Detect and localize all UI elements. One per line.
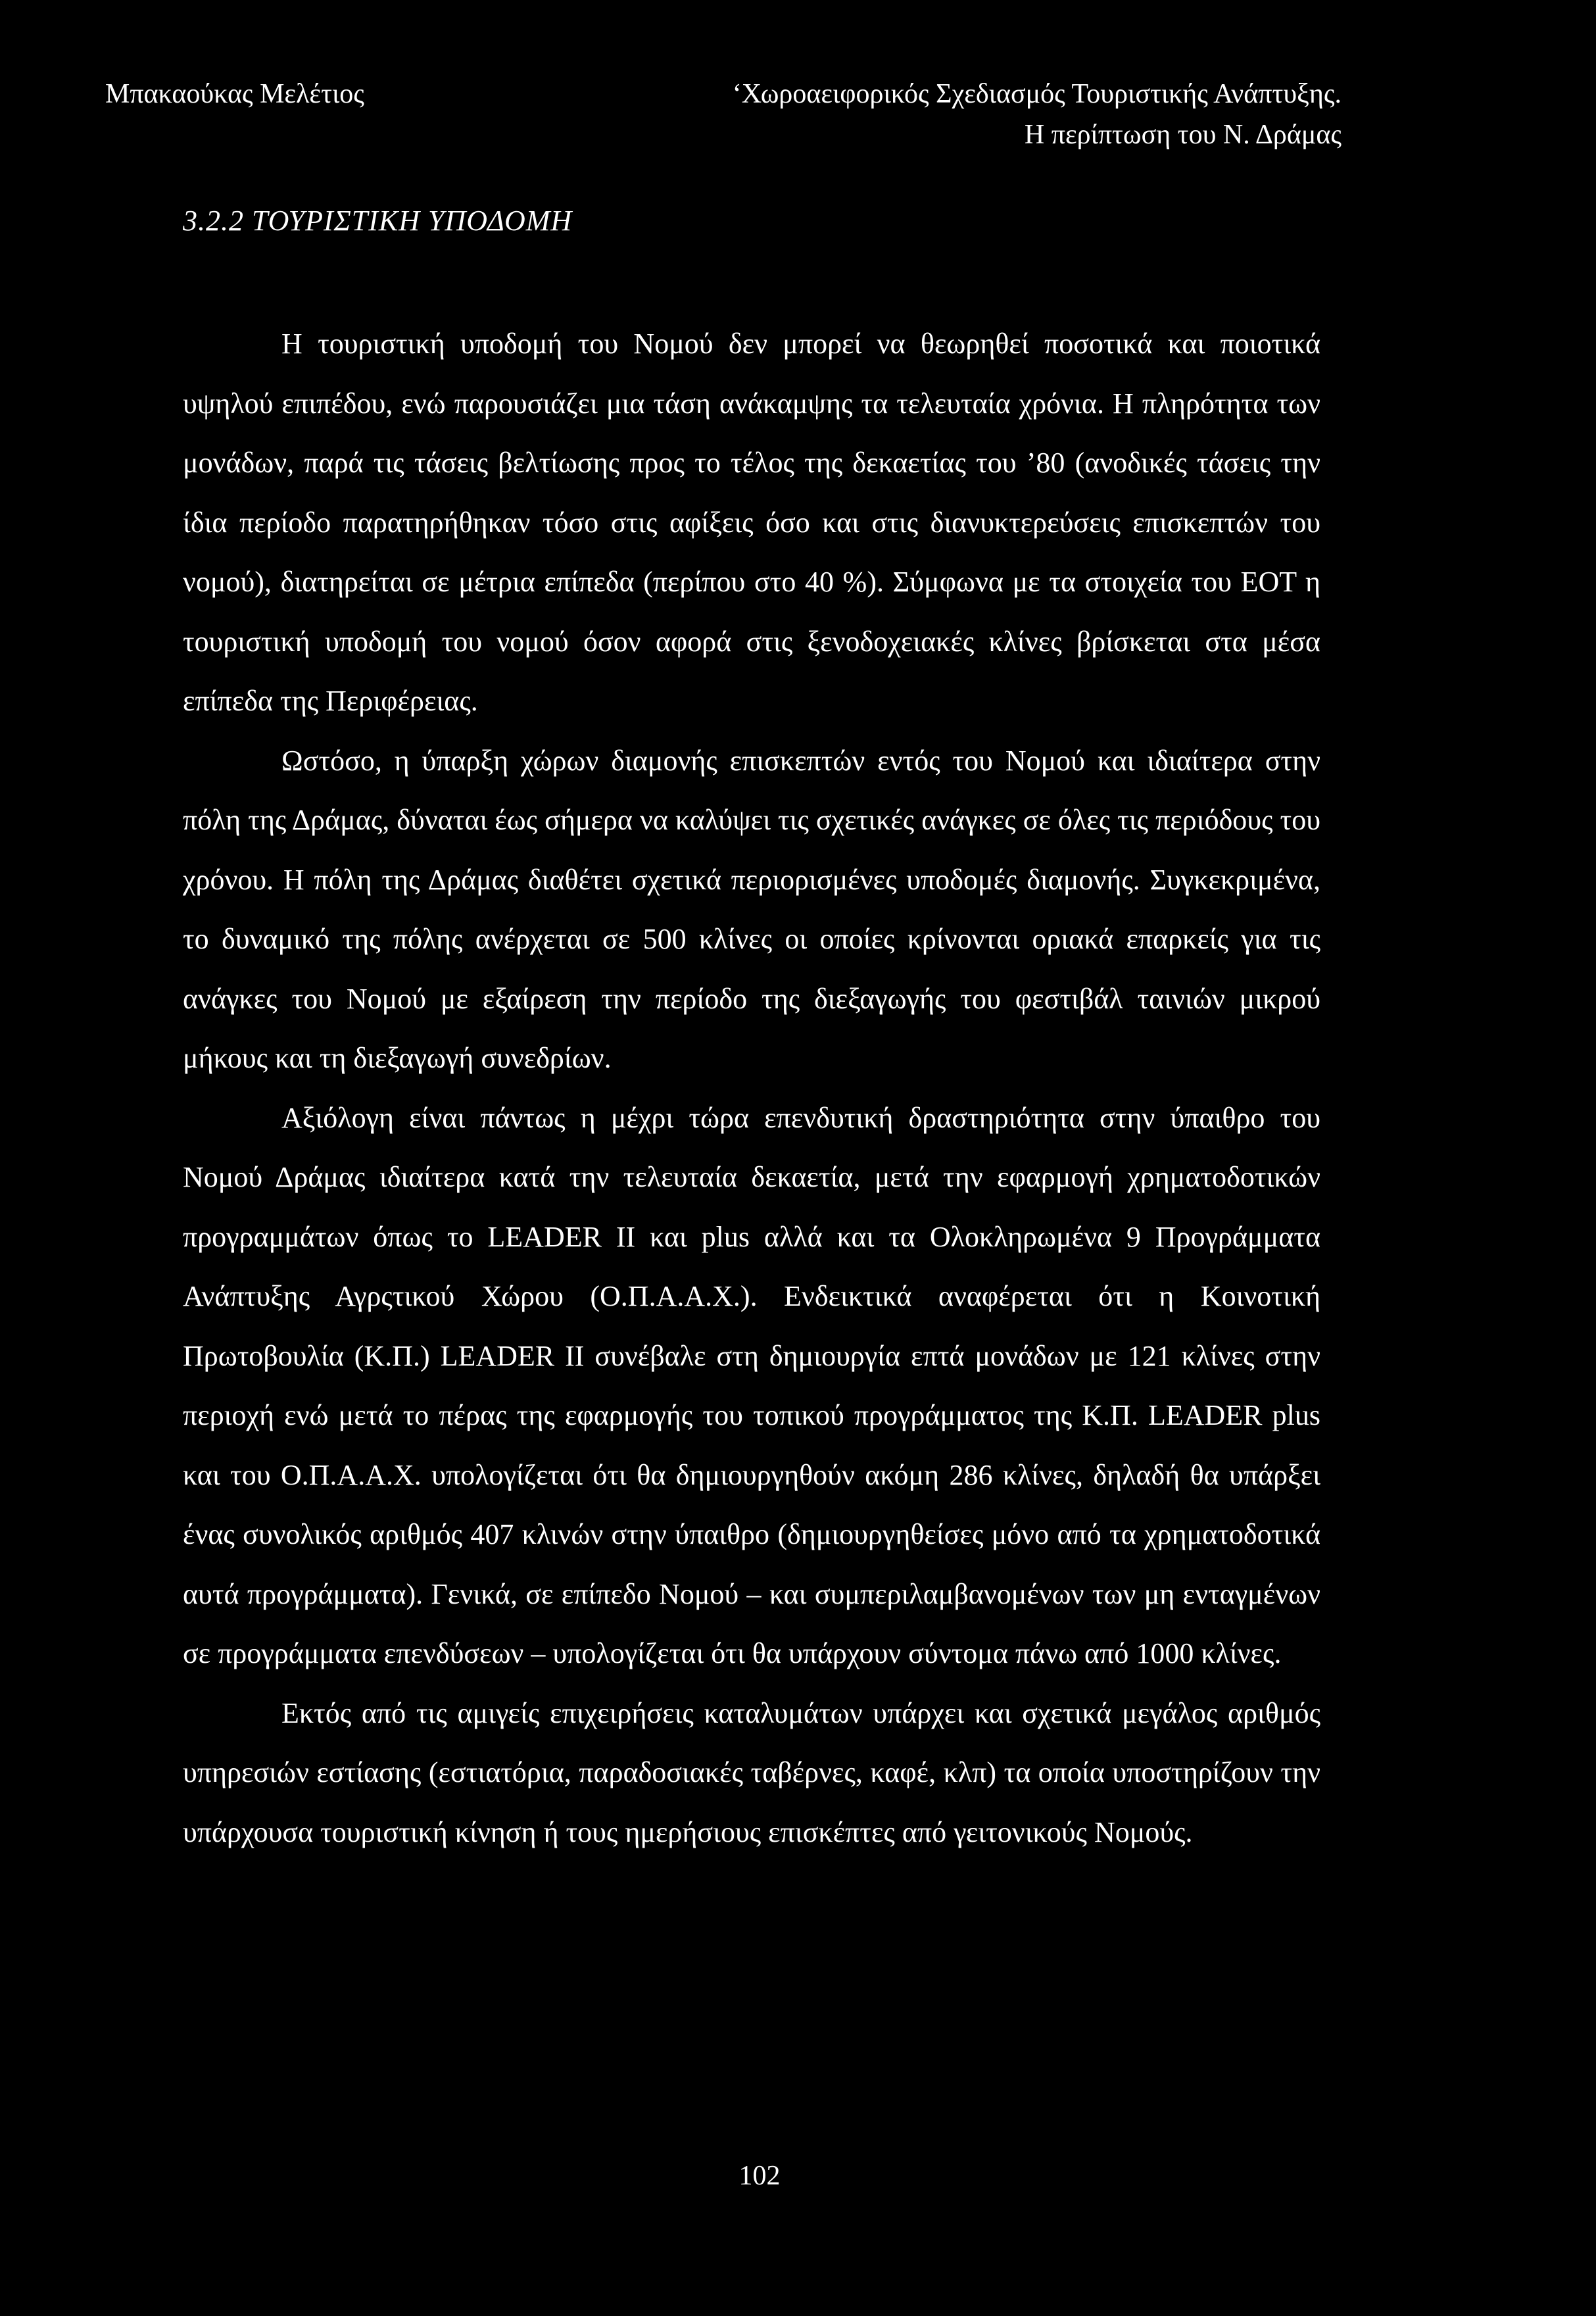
paragraph-3: Αξιόλογη είναι πάντως η μέχρι τώρα επενδυτική δραστηριότητα στην ύπαιθρο του Νομού Δράμας ιδιαίτερα κατά την τελευταία δεκαετία, μετά την εφαρμογή χρηματοδοτικών προγραμμάτων όπως το LEADER II και plus αλλά και τα Ολοκληρωμένα 9 Προγράμματα Ανάπτυξης Αγρςτικού Χώρου (Ο.Π.Α.Α.Χ.). Ενδεικτικά αναφέρεται ότι η Κοινοτική Πρωτοβουλία (Κ.Π.) LEADER II συνέβαλε στη δημιουργία επτά μονάδων με 121 κλίνες στην περιοχή ενώ μετά το πέρας της εφαρμογής του τοπικού προγράμματος της Κ.Π. LEADER plus και του Ο.Π.Α.Α.Χ. υπολογίζεται ότι θα δημιουργηθούν ακόμη 286 κλίνες, δηλαδή θα υπάρξει ένας συνολικός αριθμός 407 κλινών στην ύπαιθρο (δημιουργηθείσες μόνο από τα χρηματοδοτικά αυτά προγράμματα). Γενικά, σε επίπεδο Νομού – και συμπεριλαμβανομένων των μη ενταγμένων σε προγράμματα επενδύσεων – υπολογίζεται ότι θα υπάρχουν σύντομα πάνω από 1000 κλίνες. xyxy=(183,1101,1320,1669)
paragraph-2: Ωστόσο, η ύπαρξη χώρων διαμονής επισκεπτών εντός του Νομού και ιδιαίτερα στην πόλη της Δράμας, δύναται έως σήμερα να καλύψει τις σχετικές ανάγκες σε όλες τις περιόδους του χρόνου. Η πόλη της Δράμας διαθέτει σχετικά περιορισμένες υποδομές διαμονής. Συγκεκριμένα, το δυναμικό της πόλης ανέρχεται σε 500 κλίνες οι οποίες κρίνονται οριακά επαρκείς για τις ανάγκες του Νομού με εξαίρεση την περίοδο της διεξαγωγής του φεστιβάλ ταινιών μικρού μήκους και τη διεξαγωγή συνεδρίων. xyxy=(183,744,1320,1074)
header-title-line-1: ‘Χωροαειφορικός Σχεδιασμός Τουριστικής Ανάπτυξης. xyxy=(732,79,1342,109)
page-number: 102 xyxy=(738,2161,781,2191)
body-text xyxy=(183,314,1320,1862)
header-author: Μπακαούκας Μελέτιος xyxy=(105,79,364,109)
section-heading: 3.2.2 ΤΟΥΡΙΣΤΙΚΗ ΥΠΟΔΟΜΗ xyxy=(183,205,573,237)
paragraph-1: Η τουριστική υποδομή του Νομού δεν μπορεί να θεωρηθεί ποσοτικά και ποιοτικά υψηλού επιπέδου, ενώ παρουσιάζει μια τάση ανάκαμψης τα τελευταία χρόνια. Η πληρότητα των μονάδων, παρά τις τάσεις βελτίωσης προς το τέλος της δεκαετίας του ’80 (ανοδικές τάσεις την ίδια περίοδο παρατηρήθηκαν τόσο στις αφίξεις όσο και στις διανυκτερεύσεις επισκεπτών του νομού), διατηρείται σε μέτρια επίπεδα (περίπου στο 40 %). Σύμφωνα με τα στοιχεία του ΕΟΤ η τουριστική υποδομή του νομού όσον αφορά στις ξενοδοχειακές κλίνες βρίσκεται στα μέσα επίπεδα της Περιφέρειας. xyxy=(183,328,1320,717)
paragraph-4: Εκτός από τις αμιγείς επιχειρήσεις καταλυμάτων υπάρχει και σχετικά μεγάλος αριθμός υπηρεσιών εστίασης (εστιατόρια, παραδοσιακές ταβέρνες, καφέ, κλπ) τα οποία υποστηρίζουν την υπάρχουσα τουριστική κίνηση ή τους ημερήσιους επισκέπτες από γειτονικούς Νομούς. xyxy=(183,1696,1320,1848)
header-title xyxy=(733,74,1342,155)
header-title-line-2: Η περίπτωση του Ν. Δράμας xyxy=(1024,120,1342,150)
page-header xyxy=(105,74,1342,159)
